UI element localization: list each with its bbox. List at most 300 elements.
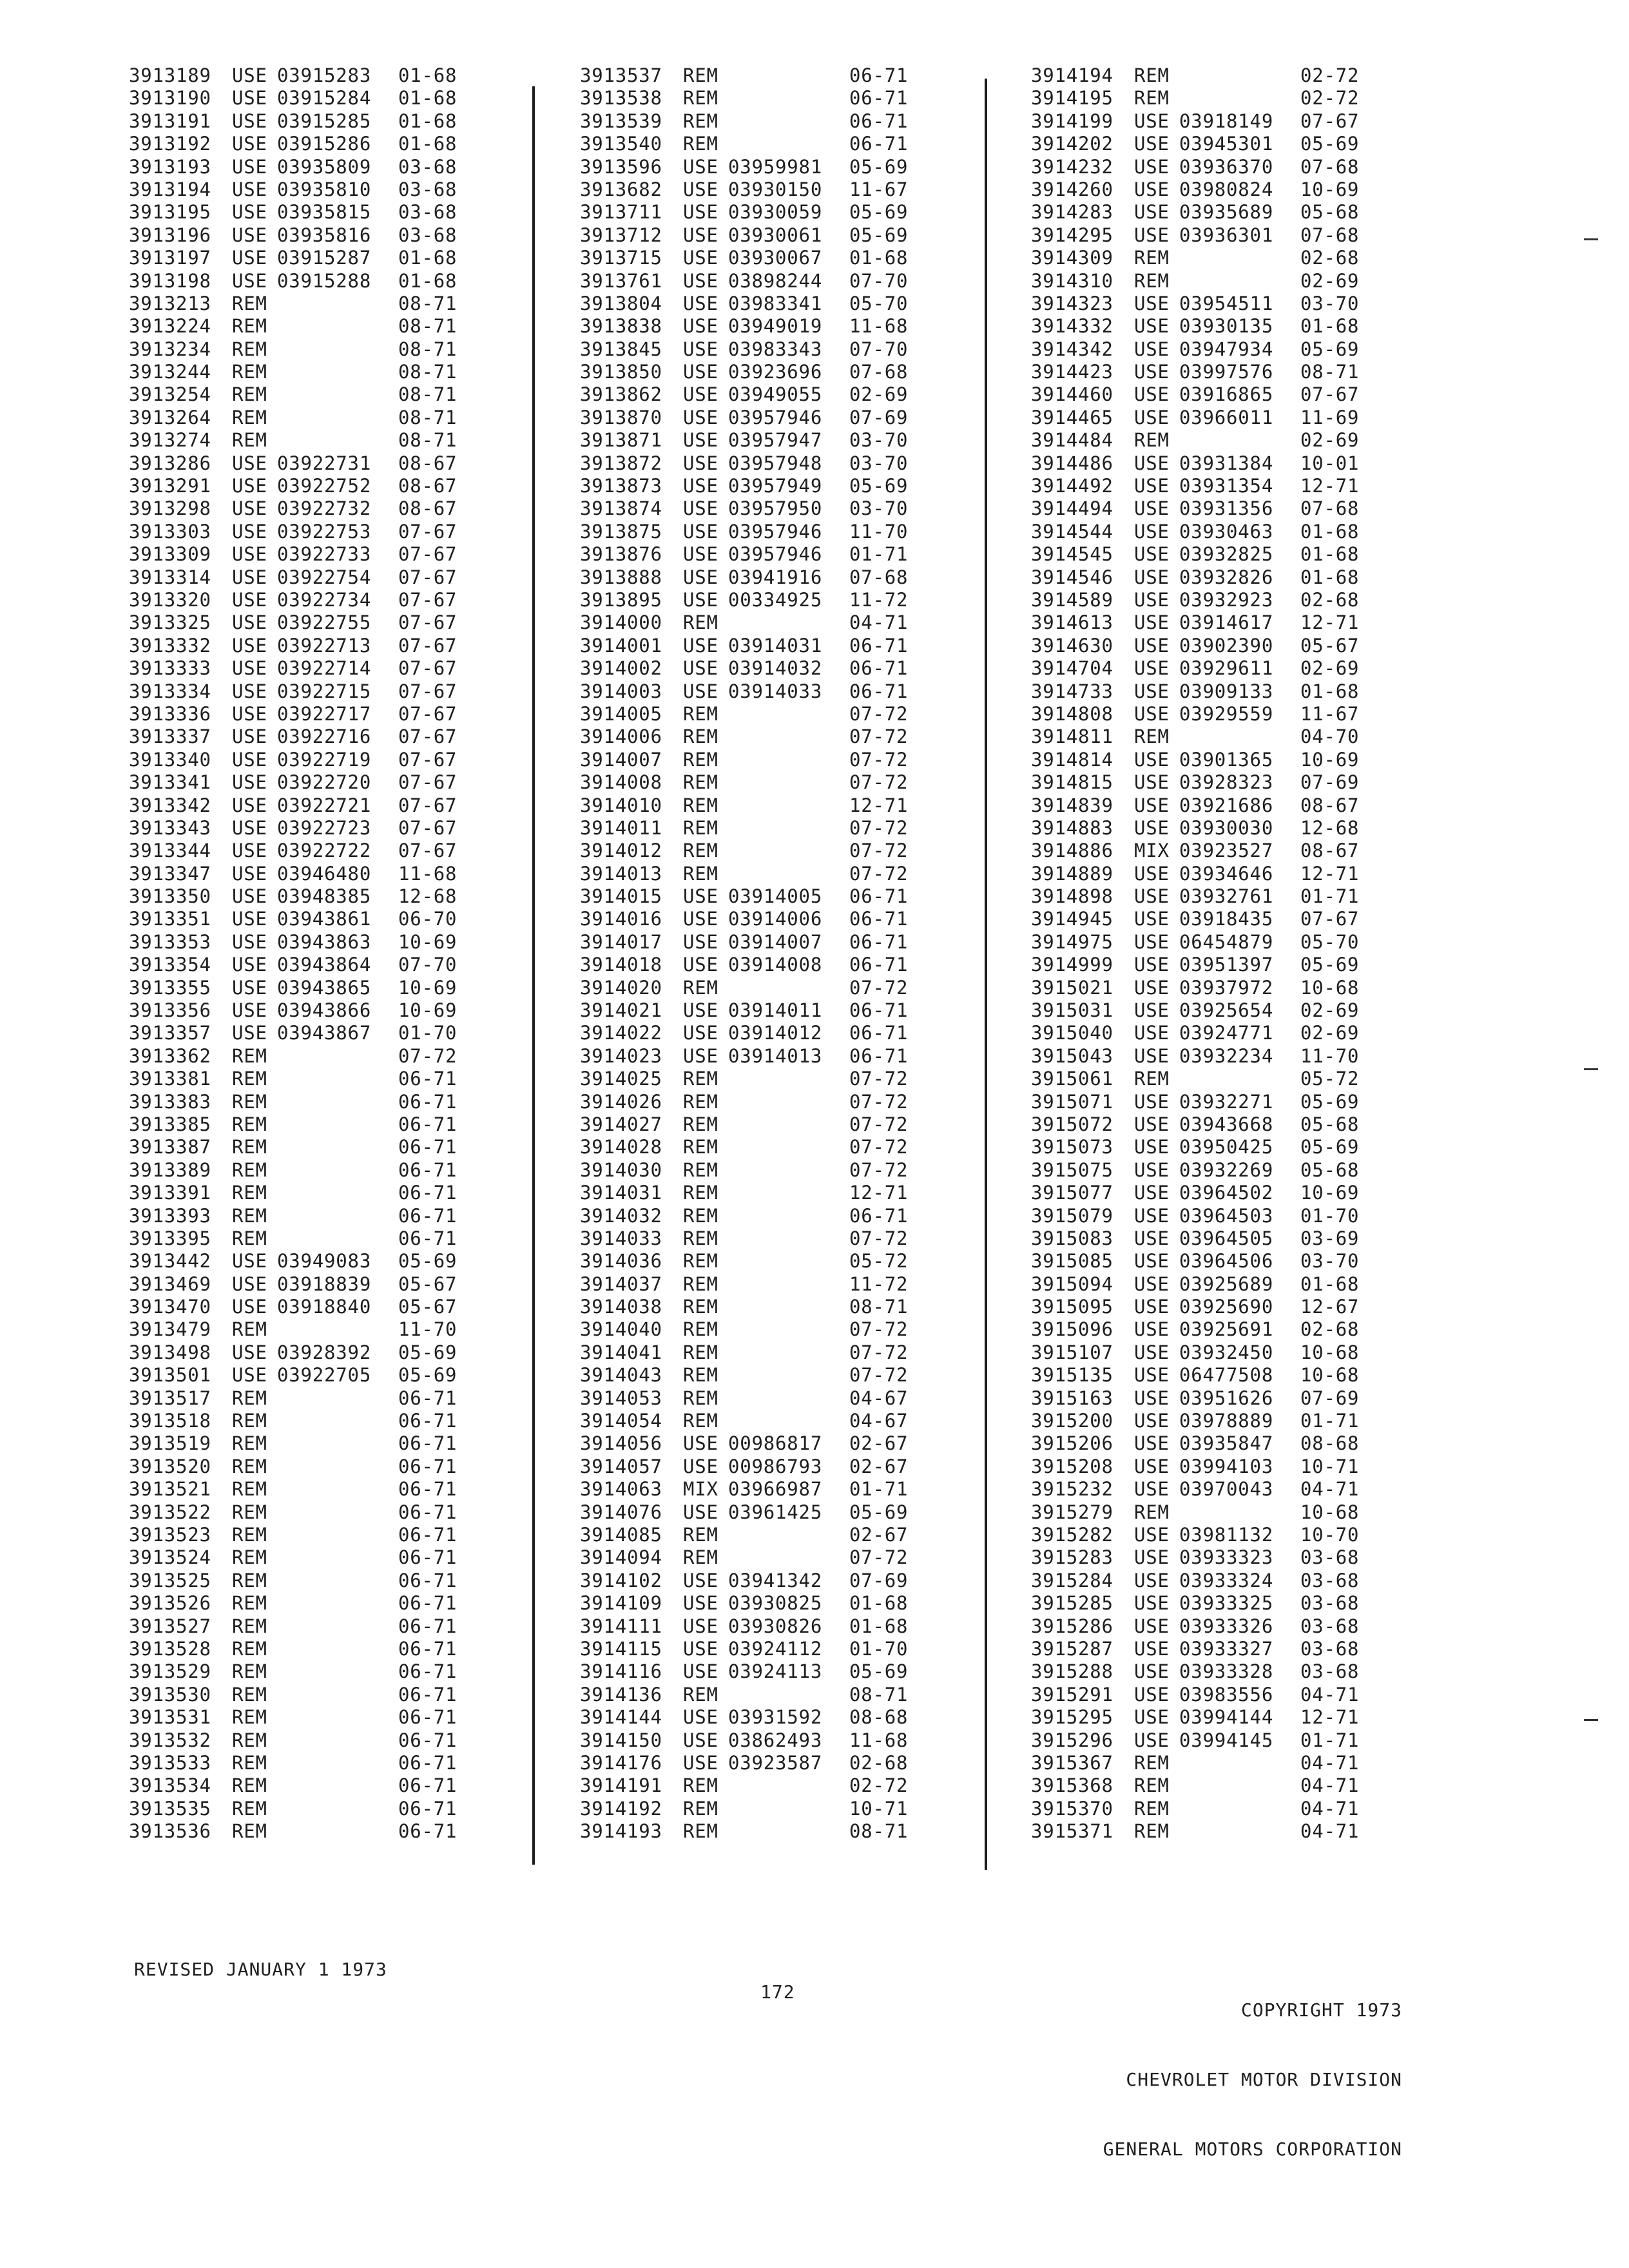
action-code: REM bbox=[232, 292, 267, 314]
part-row bbox=[580, 1250, 914, 1273]
effective-date: 01-71 bbox=[849, 543, 909, 566]
part-row bbox=[129, 977, 463, 999]
part-row bbox=[129, 110, 463, 133]
replacement-part: 03930826 bbox=[728, 1615, 823, 1637]
effective-date: 04-67 bbox=[849, 1410, 909, 1432]
action-code: USE bbox=[232, 840, 267, 862]
effective-date: 01-68 bbox=[1300, 543, 1360, 566]
part-row bbox=[580, 885, 914, 908]
part-number: 3915367 bbox=[1031, 1751, 1113, 1774]
part-row bbox=[129, 1136, 463, 1158]
effective-date: 08-71 bbox=[398, 383, 458, 406]
action-code: USE bbox=[1134, 1592, 1170, 1615]
part-number: 3913254 bbox=[129, 383, 211, 406]
part-number: 3914018 bbox=[580, 954, 662, 976]
part-row bbox=[129, 133, 463, 155]
effective-date: 10-71 bbox=[1300, 1455, 1360, 1477]
action-code: USE bbox=[1134, 292, 1170, 314]
action-code: USE bbox=[232, 110, 267, 132]
part-row bbox=[129, 703, 463, 726]
part-number: 3914022 bbox=[580, 1022, 662, 1044]
part-row bbox=[1031, 1684, 1365, 1706]
part-number: 3914020 bbox=[580, 976, 662, 999]
part-row bbox=[580, 1273, 914, 1296]
effective-date: 06-71 bbox=[398, 1432, 458, 1455]
replacement-part: 03922722 bbox=[277, 840, 372, 862]
part-number: 3913332 bbox=[129, 634, 211, 657]
part-row bbox=[1031, 1182, 1365, 1204]
effective-date: 03-68 bbox=[1300, 1637, 1360, 1660]
effective-date: 07-67 bbox=[398, 520, 458, 543]
replacement-part: 03922731 bbox=[277, 452, 372, 474]
part-row bbox=[129, 338, 463, 361]
part-row bbox=[580, 999, 914, 1022]
part-row bbox=[580, 1136, 914, 1158]
part-row bbox=[129, 475, 463, 497]
replacement-part: 03937972 bbox=[1179, 976, 1274, 999]
part-row bbox=[580, 1615, 914, 1638]
part-number: 3914094 bbox=[580, 1546, 662, 1569]
part-number: 3914310 bbox=[1031, 269, 1113, 292]
replacement-part: 03954511 bbox=[1179, 292, 1274, 314]
action-code: USE bbox=[1134, 406, 1170, 428]
part-row bbox=[1031, 156, 1365, 178]
replacement-part: 03914031 bbox=[728, 634, 823, 657]
replacement-part: 03961425 bbox=[728, 1501, 823, 1523]
margin-mark bbox=[1584, 1068, 1598, 1070]
part-row bbox=[129, 1820, 463, 1843]
action-code: USE bbox=[232, 588, 267, 611]
part-row bbox=[1031, 1546, 1365, 1569]
replacement-part: 03932826 bbox=[1179, 566, 1274, 588]
replacement-part: 03901365 bbox=[1179, 748, 1274, 771]
replacement-part: 03957946 bbox=[728, 520, 823, 543]
effective-date: 04-71 bbox=[1300, 1478, 1360, 1501]
part-number: 3915208 bbox=[1031, 1455, 1113, 1477]
part-number: 3913526 bbox=[129, 1592, 211, 1615]
replacement-part: 03924113 bbox=[728, 1660, 823, 1683]
part-row bbox=[129, 1524, 463, 1546]
action-code: USE bbox=[1134, 908, 1170, 930]
part-number: 3914839 bbox=[1031, 794, 1113, 816]
effective-date: 12-71 bbox=[1300, 1706, 1360, 1729]
part-row bbox=[580, 1638, 914, 1660]
action-code: USE bbox=[683, 406, 718, 428]
effective-date: 07-67 bbox=[398, 543, 458, 566]
part-row bbox=[1031, 497, 1365, 520]
part-number: 3914192 bbox=[580, 1797, 662, 1820]
part-number: 3914012 bbox=[580, 840, 662, 862]
part-row bbox=[1031, 293, 1365, 315]
action-code: REM bbox=[232, 338, 267, 360]
replacement-part: 03928323 bbox=[1179, 771, 1274, 794]
action-code: REM bbox=[232, 1090, 267, 1113]
replacement-part: 03932450 bbox=[1179, 1341, 1274, 1363]
part-number: 3913530 bbox=[129, 1683, 211, 1706]
part-number: 3914176 bbox=[580, 1751, 662, 1774]
part-row bbox=[129, 1318, 463, 1341]
effective-date: 01-68 bbox=[1300, 566, 1360, 588]
action-code: USE bbox=[232, 543, 267, 566]
part-row bbox=[129, 840, 463, 862]
part-number: 3915094 bbox=[1031, 1273, 1113, 1295]
replacement-part: 03928392 bbox=[277, 1341, 372, 1363]
action-code: USE bbox=[1134, 178, 1170, 200]
replacement-part: 03935816 bbox=[277, 224, 372, 246]
replacement-part: 03932269 bbox=[1179, 1158, 1274, 1181]
effective-date: 07-70 bbox=[398, 954, 458, 976]
replacement-part: 03933323 bbox=[1179, 1546, 1274, 1569]
effective-date: 04-71 bbox=[1300, 1751, 1360, 1774]
effective-date: 06-71 bbox=[849, 954, 909, 976]
part-row bbox=[580, 1592, 914, 1615]
replacement-part: 03964502 bbox=[1179, 1182, 1274, 1204]
part-row bbox=[580, 817, 914, 840]
part-row bbox=[129, 1501, 463, 1524]
part-number: 3913531 bbox=[129, 1706, 211, 1729]
part-row bbox=[1031, 87, 1365, 110]
effective-date: 11-70 bbox=[1300, 1044, 1360, 1067]
part-row bbox=[129, 224, 463, 247]
part-row bbox=[580, 589, 914, 611]
action-code: REM bbox=[1134, 1774, 1170, 1797]
action-code: REM bbox=[683, 1341, 718, 1363]
action-code: USE bbox=[683, 908, 718, 930]
action-code: REM bbox=[683, 748, 718, 771]
part-number: 3913385 bbox=[129, 1113, 211, 1135]
action-code: USE bbox=[1134, 611, 1170, 634]
part-row bbox=[129, 247, 463, 269]
part-number: 3915295 bbox=[1031, 1706, 1113, 1729]
part-row bbox=[1031, 566, 1365, 589]
part-row bbox=[1031, 1752, 1365, 1774]
action-code: REM bbox=[683, 1774, 718, 1797]
part-number: 3913539 bbox=[580, 110, 662, 132]
effective-date: 08-67 bbox=[1300, 840, 1360, 862]
part-row bbox=[129, 1341, 463, 1364]
part-row bbox=[580, 703, 914, 726]
action-code: REM bbox=[232, 315, 267, 338]
effective-date: 02-67 bbox=[849, 1455, 909, 1477]
effective-date: 05-67 bbox=[398, 1296, 458, 1318]
part-number: 3915206 bbox=[1031, 1432, 1113, 1455]
effective-date: 05-69 bbox=[849, 1501, 909, 1523]
replacement-part: 03914006 bbox=[728, 908, 823, 930]
part-number: 3914033 bbox=[580, 1227, 662, 1249]
part-row bbox=[580, 977, 914, 999]
effective-date: 06-71 bbox=[849, 64, 909, 86]
action-code: REM bbox=[232, 361, 267, 383]
part-number: 3914030 bbox=[580, 1158, 662, 1181]
replacement-part: 03914005 bbox=[728, 885, 823, 908]
part-number: 3914283 bbox=[1031, 201, 1113, 224]
part-row bbox=[580, 908, 914, 930]
part-number: 3913344 bbox=[129, 840, 211, 862]
part-row bbox=[1031, 1113, 1365, 1136]
part-row bbox=[129, 315, 463, 338]
effective-date: 05-70 bbox=[849, 292, 909, 314]
replacement-part: 03994144 bbox=[1179, 1706, 1274, 1729]
effective-date: 01-71 bbox=[849, 1478, 909, 1501]
effective-date: 01-71 bbox=[1300, 885, 1360, 908]
effective-date: 12-67 bbox=[1300, 1296, 1360, 1318]
part-number: 3913286 bbox=[129, 452, 211, 474]
action-code: USE bbox=[1134, 1250, 1170, 1273]
action-code: USE bbox=[683, 224, 718, 246]
part-row bbox=[1031, 840, 1365, 862]
part-number: 3915283 bbox=[1031, 1546, 1113, 1569]
action-code: USE bbox=[683, 292, 718, 314]
action-code: REM bbox=[683, 133, 718, 155]
copyright-block bbox=[1103, 1952, 1402, 2207]
action-code: USE bbox=[1134, 816, 1170, 839]
part-number: 3913442 bbox=[129, 1250, 211, 1273]
part-row bbox=[1031, 201, 1365, 224]
action-code: USE bbox=[1134, 110, 1170, 132]
part-row bbox=[580, 1729, 914, 1752]
replacement-part: 03932234 bbox=[1179, 1044, 1274, 1067]
part-number: 3913194 bbox=[129, 178, 211, 200]
effective-date: 06-71 bbox=[398, 1410, 458, 1432]
part-row bbox=[129, 589, 463, 611]
effective-date: 05-68 bbox=[1300, 201, 1360, 224]
action-code: REM bbox=[683, 1364, 718, 1387]
action-code: USE bbox=[1134, 1706, 1170, 1729]
effective-date: 07-67 bbox=[398, 816, 458, 839]
replacement-part: 03957947 bbox=[728, 429, 823, 452]
part-number: 3914008 bbox=[580, 771, 662, 794]
part-row bbox=[1031, 771, 1365, 794]
part-row bbox=[1031, 1798, 1365, 1820]
replacement-part: 03914012 bbox=[728, 1022, 823, 1044]
part-number: 3914342 bbox=[1031, 338, 1113, 360]
part-row bbox=[580, 771, 914, 794]
part-number: 3914545 bbox=[1031, 543, 1113, 566]
effective-date: 03-68 bbox=[398, 201, 458, 224]
replacement-part: 03943668 bbox=[1179, 1113, 1274, 1135]
effective-date: 06-71 bbox=[398, 1820, 458, 1843]
part-row bbox=[129, 361, 463, 383]
part-row bbox=[1031, 863, 1365, 885]
effective-date: 11-67 bbox=[849, 178, 909, 200]
part-row bbox=[580, 475, 914, 497]
action-code: USE bbox=[683, 588, 718, 611]
part-number: 3915232 bbox=[1031, 1478, 1113, 1501]
part-row bbox=[129, 885, 463, 908]
part-row bbox=[129, 1068, 463, 1090]
effective-date: 08-71 bbox=[398, 429, 458, 452]
part-row bbox=[580, 1456, 914, 1478]
part-number: 3913873 bbox=[580, 475, 662, 497]
part-number: 3914054 bbox=[580, 1410, 662, 1432]
part-number: 3913291 bbox=[129, 475, 211, 497]
replacement-part: 03922705 bbox=[277, 1364, 372, 1387]
part-number: 3914015 bbox=[580, 885, 662, 908]
replacement-part: 03922732 bbox=[277, 497, 372, 520]
action-code: USE bbox=[232, 816, 267, 839]
part-row bbox=[580, 1318, 914, 1341]
part-row bbox=[129, 908, 463, 930]
replacement-part: 03922721 bbox=[277, 794, 372, 816]
effective-date: 10-69 bbox=[398, 976, 458, 999]
action-code: REM bbox=[232, 1797, 267, 1820]
part-row bbox=[1031, 1091, 1365, 1113]
parts-column-3 bbox=[1031, 64, 1365, 1843]
effective-date: 06-71 bbox=[398, 1706, 458, 1729]
action-code: USE bbox=[1134, 885, 1170, 908]
effective-date: 06-71 bbox=[398, 1090, 458, 1113]
replacement-part: 03943866 bbox=[277, 999, 372, 1022]
part-row bbox=[1031, 1524, 1365, 1546]
action-code: REM bbox=[683, 1113, 718, 1135]
action-code: USE bbox=[1134, 520, 1170, 543]
part-number: 3913189 bbox=[129, 64, 211, 86]
part-number: 3913213 bbox=[129, 292, 211, 314]
replacement-part: 03914007 bbox=[728, 930, 823, 953]
parts-column-1 bbox=[129, 64, 463, 1843]
replacement-part: 03933325 bbox=[1179, 1592, 1274, 1615]
part-number: 3914023 bbox=[580, 1044, 662, 1067]
column-divider-2 bbox=[985, 79, 987, 1870]
part-row bbox=[580, 1182, 914, 1204]
effective-date: 02-72 bbox=[1300, 87, 1360, 110]
action-code: USE bbox=[232, 702, 267, 725]
part-row bbox=[1031, 611, 1365, 634]
effective-date: 06-71 bbox=[398, 1068, 458, 1090]
replacement-part: 03946480 bbox=[277, 862, 372, 885]
action-code: USE bbox=[232, 224, 267, 246]
effective-date: 10-71 bbox=[849, 1797, 909, 1820]
replacement-part: 03983343 bbox=[728, 338, 823, 360]
part-number: 3914016 bbox=[580, 908, 662, 930]
part-row bbox=[129, 1729, 463, 1752]
part-row bbox=[129, 87, 463, 110]
replacement-part: 03914032 bbox=[728, 657, 823, 680]
part-row bbox=[129, 1638, 463, 1660]
effective-date: 08-71 bbox=[398, 315, 458, 338]
replacement-part: 03915288 bbox=[277, 269, 372, 292]
effective-date: 05-69 bbox=[1300, 954, 1360, 976]
action-code: USE bbox=[1134, 315, 1170, 338]
part-row bbox=[580, 270, 914, 293]
action-code: REM bbox=[1134, 1751, 1170, 1774]
part-row bbox=[580, 1022, 914, 1044]
part-number: 3913870 bbox=[580, 406, 662, 428]
action-code: USE bbox=[232, 247, 267, 269]
action-code: REM bbox=[232, 1729, 267, 1751]
part-row bbox=[580, 1159, 914, 1182]
effective-date: 10-69 bbox=[1300, 1182, 1360, 1204]
part-number: 3913393 bbox=[129, 1204, 211, 1227]
action-code: REM bbox=[232, 1683, 267, 1706]
part-number: 3913303 bbox=[129, 520, 211, 543]
part-number: 3915286 bbox=[1031, 1615, 1113, 1637]
replacement-part: 03925690 bbox=[1179, 1296, 1274, 1318]
part-row bbox=[129, 1182, 463, 1204]
action-code: REM bbox=[683, 976, 718, 999]
part-number: 3915040 bbox=[1031, 1022, 1113, 1044]
replacement-part: 03957948 bbox=[728, 452, 823, 474]
effective-date: 05-68 bbox=[1300, 1158, 1360, 1181]
replacement-part: 03935809 bbox=[277, 155, 372, 178]
action-code: USE bbox=[232, 885, 267, 908]
action-code: USE bbox=[232, 1296, 267, 1318]
effective-date: 12-71 bbox=[849, 794, 909, 816]
copyright-line: COPYRIGHT 1973 bbox=[1240, 1999, 1402, 2021]
effective-date: 12-71 bbox=[1300, 862, 1360, 885]
part-row bbox=[1031, 1250, 1365, 1273]
part-row bbox=[580, 726, 914, 748]
replacement-part: 03930059 bbox=[728, 201, 823, 224]
part-row bbox=[1031, 64, 1365, 87]
part-row bbox=[1031, 1478, 1365, 1501]
action-code: USE bbox=[232, 87, 267, 110]
part-row bbox=[1031, 521, 1365, 543]
effective-date: 05-69 bbox=[1300, 1090, 1360, 1113]
action-code: USE bbox=[683, 657, 718, 680]
replacement-part: 00986817 bbox=[728, 1432, 823, 1455]
replacement-part: 03914011 bbox=[728, 999, 823, 1022]
effective-date: 12-71 bbox=[1300, 475, 1360, 497]
replacement-part: 00334925 bbox=[728, 588, 823, 611]
effective-date: 07-68 bbox=[849, 361, 909, 383]
replacement-part: 03936370 bbox=[1179, 155, 1274, 178]
action-code: USE bbox=[1134, 1204, 1170, 1227]
action-code: USE bbox=[232, 1250, 267, 1273]
part-row bbox=[580, 429, 914, 452]
effective-date: 07-68 bbox=[1300, 224, 1360, 246]
effective-date: 05-69 bbox=[849, 475, 909, 497]
part-number: 3913534 bbox=[129, 1774, 211, 1797]
part-number: 3914076 bbox=[580, 1501, 662, 1523]
replacement-part: 03970043 bbox=[1179, 1478, 1274, 1501]
part-number: 3913353 bbox=[129, 930, 211, 953]
action-code: REM bbox=[232, 1478, 267, 1501]
part-number: 3913389 bbox=[129, 1158, 211, 1181]
part-number: 3914001 bbox=[580, 634, 662, 657]
effective-date: 05-69 bbox=[1300, 338, 1360, 360]
effective-date: 06-71 bbox=[398, 1592, 458, 1615]
replacement-part: 03930825 bbox=[728, 1592, 823, 1615]
action-code: REM bbox=[683, 1410, 718, 1432]
effective-date: 12-71 bbox=[849, 1182, 909, 1204]
effective-date: 10-70 bbox=[1300, 1524, 1360, 1546]
part-row bbox=[1031, 1638, 1365, 1660]
part-row bbox=[129, 1592, 463, 1615]
part-number: 3914260 bbox=[1031, 178, 1113, 200]
part-row bbox=[129, 794, 463, 817]
part-number: 3914332 bbox=[1031, 315, 1113, 338]
part-number: 3913336 bbox=[129, 702, 211, 725]
action-code: REM bbox=[232, 1182, 267, 1204]
effective-date: 04-71 bbox=[1300, 1797, 1360, 1820]
replacement-part: 03951397 bbox=[1179, 954, 1274, 976]
part-row bbox=[580, 1091, 914, 1113]
part-row bbox=[580, 224, 914, 247]
replacement-part: 03935810 bbox=[277, 178, 372, 200]
action-code: USE bbox=[1134, 1318, 1170, 1341]
action-code: REM bbox=[232, 1706, 267, 1729]
part-number: 3914026 bbox=[580, 1090, 662, 1113]
part-row bbox=[129, 407, 463, 429]
action-code: USE bbox=[683, 201, 718, 224]
action-code: USE bbox=[1134, 1410, 1170, 1432]
effective-date: 08-71 bbox=[849, 1683, 909, 1706]
part-row bbox=[580, 1068, 914, 1090]
replacement-part: 03964505 bbox=[1179, 1227, 1274, 1249]
replacement-part: 06454879 bbox=[1179, 930, 1274, 953]
replacement-part: 03957949 bbox=[728, 475, 823, 497]
